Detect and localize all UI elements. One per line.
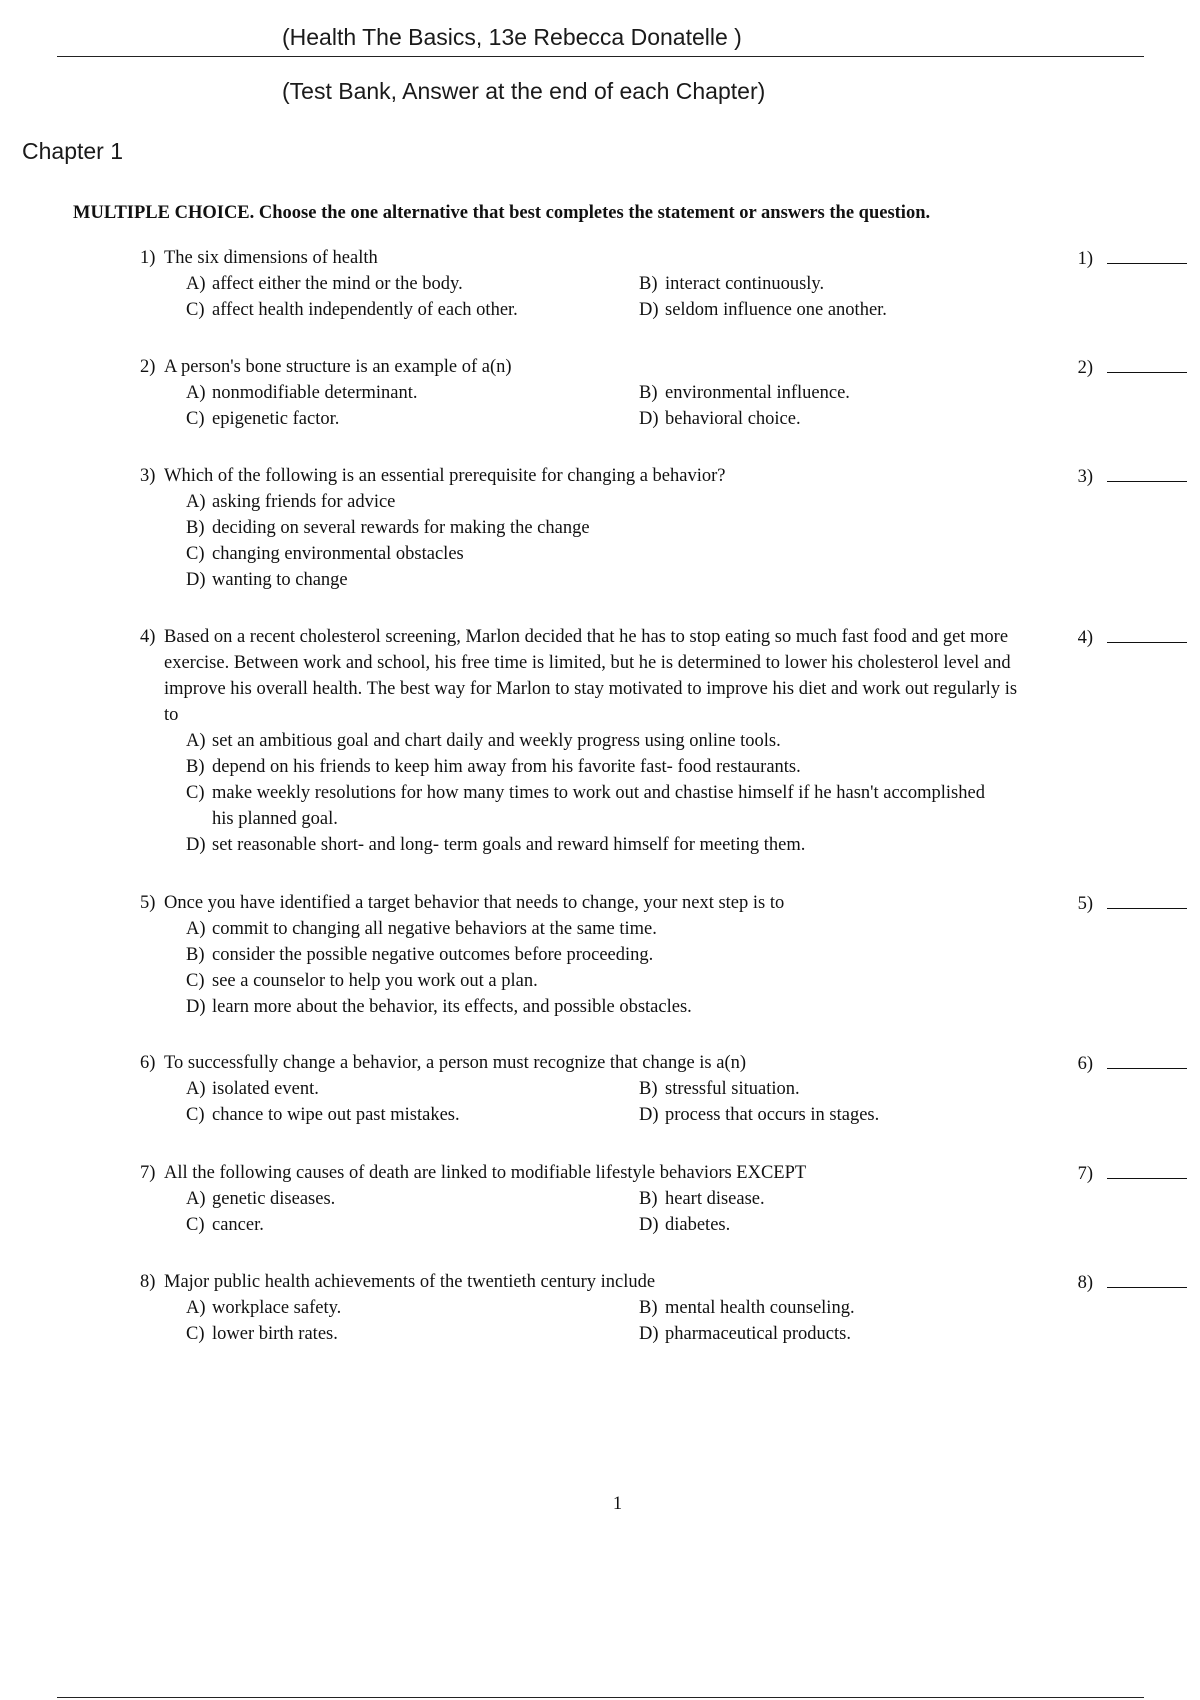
option-b bbox=[186, 515, 1165, 541]
option-text: consider the possible negative outcomes before proceeding. bbox=[212, 945, 654, 965]
option-d bbox=[639, 406, 1039, 432]
answer-number: 7) bbox=[1077, 1164, 1093, 1184]
option-label: D) bbox=[639, 409, 659, 429]
question-stem bbox=[140, 354, 1025, 380]
option-label: A) bbox=[186, 274, 206, 294]
option-text: nonmodifiable determinant. bbox=[212, 383, 418, 403]
options bbox=[186, 1186, 1165, 1238]
answer-number: 1) bbox=[1077, 249, 1093, 269]
option-c bbox=[186, 297, 639, 323]
footer-divider bbox=[57, 1697, 1144, 1698]
option-text: set an ambitious goal and chart daily and weekly progress using online tools. bbox=[212, 731, 781, 751]
question-text: The six dimensions of health bbox=[164, 248, 378, 268]
question-text: Which of the following is an essential prerequisite for changing a behavior? bbox=[164, 466, 726, 486]
option-label: C) bbox=[186, 544, 205, 564]
options bbox=[186, 380, 1165, 432]
option-label: B) bbox=[186, 945, 205, 965]
option-label: A) bbox=[186, 1298, 206, 1318]
question-text: To successfully change a behavior, a person must recognize that change is a(n) bbox=[164, 1053, 747, 1073]
option-b bbox=[639, 1295, 1039, 1321]
option-b bbox=[639, 271, 1039, 297]
option-text: pharmaceutical products. bbox=[665, 1324, 851, 1344]
options bbox=[186, 489, 1165, 593]
option-label: B) bbox=[639, 383, 658, 403]
option-d bbox=[639, 1321, 1039, 1347]
option-label: C) bbox=[186, 1215, 205, 1235]
answer-blank bbox=[1107, 1160, 1187, 1179]
document-title: (Health The Basics, 13e Rebecca Donatelle ) bbox=[282, 24, 742, 50]
option-label: B) bbox=[639, 1189, 658, 1209]
option-a bbox=[186, 728, 1165, 754]
option-b bbox=[639, 1076, 1039, 1102]
option-b bbox=[186, 942, 1165, 968]
options bbox=[186, 271, 1165, 323]
answer-number: 4) bbox=[1077, 628, 1093, 648]
option-label: B) bbox=[639, 274, 658, 294]
question-3 bbox=[140, 463, 1165, 593]
answer-slot bbox=[1055, 1050, 1187, 1077]
option-text: workplace safety. bbox=[212, 1298, 342, 1318]
answer-number: 6) bbox=[1077, 1054, 1093, 1074]
option-text: heart disease. bbox=[665, 1189, 765, 1209]
answer-slot bbox=[1055, 463, 1187, 490]
question-number: 1) bbox=[140, 248, 156, 268]
option-label: C) bbox=[186, 971, 205, 991]
option-text: see a counselor to help you work out a plan. bbox=[212, 971, 538, 991]
question-stem bbox=[140, 463, 1025, 489]
option-text: behavioral choice. bbox=[665, 409, 801, 429]
answer-slot bbox=[1055, 1160, 1187, 1187]
option-d bbox=[639, 1212, 1039, 1238]
option-text: genetic diseases. bbox=[212, 1189, 336, 1209]
question-stem bbox=[140, 624, 1025, 728]
answer-blank bbox=[1107, 890, 1187, 909]
option-b bbox=[639, 1186, 1039, 1212]
question-stem bbox=[140, 245, 1025, 271]
option-c bbox=[186, 968, 1165, 994]
question-stem bbox=[140, 1269, 1025, 1295]
option-text: affect either the mind or the body. bbox=[212, 274, 463, 294]
option-a bbox=[186, 380, 639, 406]
question-number: 3) bbox=[140, 466, 156, 486]
question-1 bbox=[140, 245, 1165, 323]
option-label: D) bbox=[639, 1105, 659, 1125]
option-a bbox=[186, 271, 639, 297]
option-text: set reasonable short- and long- term goals and reward himself for meeting them. bbox=[212, 835, 806, 855]
option-text: stressful situation. bbox=[665, 1079, 800, 1099]
option-label: C) bbox=[186, 1324, 205, 1344]
answer-number: 8) bbox=[1077, 1273, 1093, 1293]
answer-blank bbox=[1107, 1269, 1187, 1288]
question-stem bbox=[140, 1050, 1025, 1076]
option-label: A) bbox=[186, 1079, 206, 1099]
question-8 bbox=[140, 1269, 1165, 1347]
answer-blank bbox=[1107, 354, 1187, 373]
question-text: All the following causes of death are linked to modifiable lifestyle behaviors EXCEPT bbox=[164, 1163, 807, 1183]
option-c bbox=[186, 1102, 639, 1128]
question-6 bbox=[140, 1050, 1165, 1128]
option-d bbox=[186, 832, 1165, 858]
option-b bbox=[639, 380, 1039, 406]
option-label: C) bbox=[186, 300, 205, 320]
option-d bbox=[639, 297, 1039, 323]
option-text: mental health counseling. bbox=[665, 1298, 855, 1318]
options bbox=[186, 916, 1165, 1020]
option-d bbox=[639, 1102, 1039, 1128]
option-label: D) bbox=[639, 300, 659, 320]
option-a bbox=[186, 1295, 639, 1321]
document-subtitle: (Test Bank, Answer at the end of each Chapter) bbox=[282, 78, 766, 104]
options bbox=[186, 1295, 1165, 1347]
option-label: A) bbox=[186, 492, 206, 512]
option-text: wanting to change bbox=[212, 570, 348, 590]
option-label: B) bbox=[639, 1298, 658, 1318]
option-label: D) bbox=[186, 997, 206, 1017]
answer-number: 3) bbox=[1077, 467, 1093, 487]
answer-number: 2) bbox=[1077, 358, 1093, 378]
option-text: interact continuously. bbox=[665, 274, 825, 294]
answer-slot bbox=[1055, 624, 1187, 651]
option-text: process that occurs in stages. bbox=[665, 1105, 880, 1125]
answer-blank bbox=[1107, 1050, 1187, 1069]
option-text: deciding on several rewards for making the change bbox=[212, 518, 590, 538]
option-text: affect health independently of each other. bbox=[212, 300, 518, 320]
option-label: A) bbox=[186, 383, 206, 403]
question-number: 6) bbox=[140, 1053, 156, 1073]
option-c bbox=[186, 780, 1006, 832]
question-text: Based on a recent cholesterol screening, Marlon decided that he has to stop eating so much fast food and get more exercise. Between work and school, his free time is limited, but he is determined to lower his cholesterol level and improve his overall health. The best way for Marlon to stay motivated to improve his diet and work out regularly is to bbox=[164, 627, 1018, 725]
option-c bbox=[186, 541, 1165, 567]
option-d bbox=[186, 567, 1165, 593]
option-label: D) bbox=[186, 835, 206, 855]
option-c bbox=[186, 406, 639, 432]
option-d bbox=[186, 994, 1165, 1020]
answer-blank bbox=[1107, 463, 1187, 482]
question-number: 4) bbox=[140, 627, 156, 647]
option-c bbox=[186, 1321, 639, 1347]
option-c bbox=[186, 1212, 639, 1238]
chapter-heading: Chapter 1 bbox=[22, 138, 124, 164]
question-stem bbox=[140, 1160, 1025, 1186]
option-b bbox=[186, 754, 1165, 780]
question-5 bbox=[140, 890, 1165, 1020]
option-text: asking friends for advice bbox=[212, 492, 396, 512]
question-stem bbox=[140, 890, 1025, 916]
option-text: depend on his friends to keep him away from his favorite fast- food restaurants. bbox=[212, 757, 801, 777]
answer-slot bbox=[1055, 354, 1187, 381]
option-label: D) bbox=[186, 570, 206, 590]
question-text: A person's bone structure is an example of a(n) bbox=[164, 357, 512, 377]
answer-blank bbox=[1107, 245, 1187, 264]
option-label: C) bbox=[186, 1105, 205, 1125]
answer-slot bbox=[1055, 245, 1187, 272]
option-text: environmental influence. bbox=[665, 383, 850, 403]
section-instructions: MULTIPLE CHOICE. Choose the one alternative that best completes the statement or answers the question. bbox=[73, 203, 931, 223]
option-text: lower birth rates. bbox=[212, 1324, 338, 1344]
option-label: B) bbox=[186, 757, 205, 777]
option-label: A) bbox=[186, 731, 206, 751]
option-label: B) bbox=[639, 1079, 658, 1099]
answer-blank bbox=[1107, 624, 1187, 643]
option-text: epigenetic factor. bbox=[212, 409, 340, 429]
options bbox=[186, 1076, 1165, 1128]
answer-number: 5) bbox=[1077, 894, 1093, 914]
option-label: A) bbox=[186, 1189, 206, 1209]
option-label: C) bbox=[186, 409, 205, 429]
option-text: changing environmental obstacles bbox=[212, 544, 464, 564]
option-text: cancer. bbox=[212, 1215, 264, 1235]
option-label: B) bbox=[186, 518, 205, 538]
question-number: 5) bbox=[140, 893, 156, 913]
option-a bbox=[186, 489, 1165, 515]
option-text: commit to changing all negative behaviors at the same time. bbox=[212, 919, 657, 939]
question-number: 2) bbox=[140, 357, 156, 377]
option-text: isolated event. bbox=[212, 1079, 319, 1099]
option-label: D) bbox=[639, 1324, 659, 1344]
options bbox=[186, 728, 1165, 858]
question-text: Once you have identified a target behavior that needs to change, your next step is to bbox=[164, 893, 785, 913]
question-2 bbox=[140, 354, 1165, 432]
option-text: diabetes. bbox=[665, 1215, 731, 1235]
question-text: Major public health achievements of the twentieth century include bbox=[164, 1272, 656, 1292]
option-label: C) bbox=[186, 783, 205, 803]
page-number: 1 bbox=[612, 1494, 623, 1514]
option-text: seldom influence one another. bbox=[665, 300, 887, 320]
answer-slot bbox=[1055, 1269, 1187, 1296]
option-label: D) bbox=[639, 1215, 659, 1235]
answer-slot bbox=[1055, 890, 1187, 917]
question-number: 7) bbox=[140, 1163, 156, 1183]
question-4 bbox=[140, 624, 1165, 858]
option-text: chance to wipe out past mistakes. bbox=[212, 1105, 460, 1125]
option-a bbox=[186, 1076, 639, 1102]
option-text: learn more about the behavior, its effects, and possible obstacles. bbox=[212, 997, 692, 1017]
option-a bbox=[186, 1186, 639, 1212]
header-divider bbox=[57, 56, 1144, 57]
option-a bbox=[186, 916, 1165, 942]
question-number: 8) bbox=[140, 1272, 156, 1292]
option-label: A) bbox=[186, 919, 206, 939]
option-text: make weekly resolutions for how many times to work out and chastise himself if he hasn't accomplished his planned goal. bbox=[212, 783, 985, 829]
question-7 bbox=[140, 1160, 1165, 1238]
